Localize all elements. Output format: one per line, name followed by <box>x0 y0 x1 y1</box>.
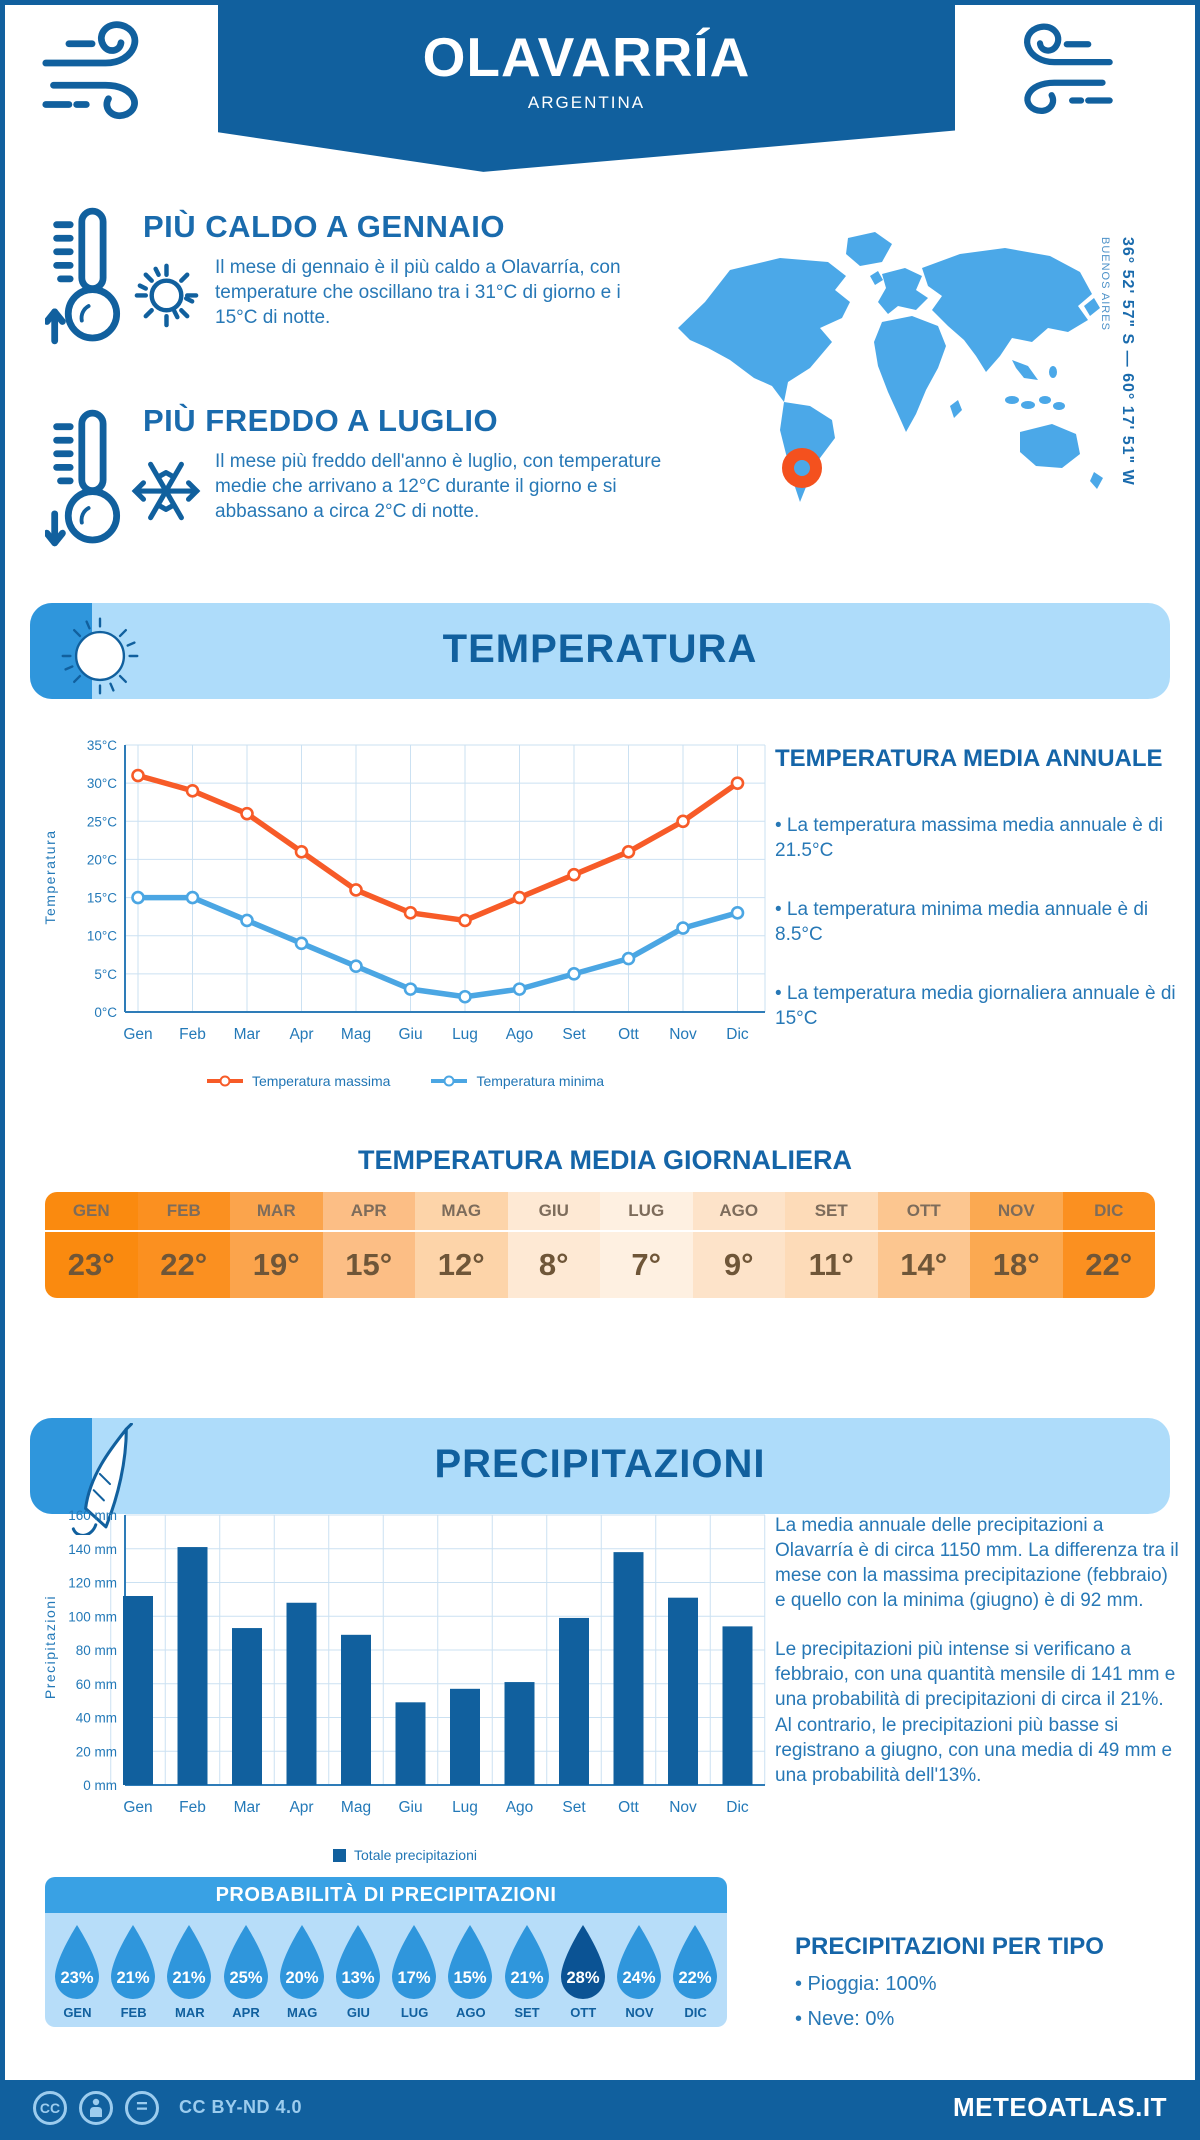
svg-text:25°C: 25°C <box>86 814 117 830</box>
svg-text:5°C: 5°C <box>94 966 117 982</box>
svg-text:Giu: Giu <box>398 1026 423 1043</box>
sun-banner-icon <box>57 613 143 704</box>
probability-drop <box>667 1913 724 2027</box>
site-label: METEOATLAS.IT <box>952 2092 1167 2122</box>
svg-text:20°C: 20°C <box>86 852 117 868</box>
svg-text:Mar: Mar <box>233 1026 261 1043</box>
svg-text:Precipitazioni: Precipitazioni <box>42 1594 58 1700</box>
svg-text:Giu: Giu <box>398 1799 423 1816</box>
svg-text:22%: 22% <box>678 1969 712 1987</box>
temp-value: 14° <box>900 1247 948 1282</box>
month-label: LUG <box>600 1192 693 1232</box>
drop-icon <box>220 1923 272 2001</box>
svg-text:Feb: Feb <box>179 1799 206 1816</box>
month-label: APR <box>323 1192 416 1232</box>
precip-types-bullets <box>795 1971 1175 2042</box>
drop-icon <box>51 1923 103 2001</box>
probability-drop <box>161 1913 218 2027</box>
temp-value: 23° <box>67 1247 115 1282</box>
bullet-item: • La temperatura massima media annuale è di 21.5°C <box>775 815 1163 862</box>
month-label: GIU <box>508 1192 601 1232</box>
temp-table-column <box>970 1192 1063 1298</box>
svg-text:20%: 20% <box>285 1969 319 1987</box>
temp-table-column <box>323 1192 416 1298</box>
probability-drop <box>555 1913 612 2027</box>
svg-text:21%: 21% <box>116 1969 150 1987</box>
annual-temp-bullets <box>775 813 1185 1065</box>
person-icon <box>79 2091 113 2125</box>
temperature-banner <box>30 603 1170 699</box>
svg-text:Mag: Mag <box>340 1026 372 1043</box>
svg-text:Dic: Dic <box>726 1799 749 1816</box>
month-label: LUG <box>400 2005 429 2020</box>
svg-text:25%: 25% <box>229 1969 263 1987</box>
svg-text:Feb: Feb <box>179 1026 206 1043</box>
svg-text:Lug: Lug <box>452 1026 478 1043</box>
probability-drop <box>49 1913 106 2027</box>
precipitation-title: PRECIPITAZIONI <box>434 1442 766 1486</box>
wind-icon <box>990 20 1115 137</box>
bullet-item: • La temperatura minima media annuale è di 8.5°C <box>775 899 1149 946</box>
temp-table-column <box>878 1192 971 1298</box>
svg-text:Nov: Nov <box>669 1026 697 1043</box>
temp-table-column <box>785 1192 878 1298</box>
month-label: NOV <box>625 2005 654 2020</box>
svg-text:15°C: 15°C <box>86 890 117 906</box>
region-label: BUENOS AIRES <box>1099 237 1111 331</box>
svg-text:160 mm: 160 mm <box>68 1508 117 1523</box>
month-label: SET <box>514 2005 540 2020</box>
svg-text:15%: 15% <box>453 1969 487 1987</box>
month-label: MAG <box>287 2005 318 2020</box>
temp-table-column <box>508 1192 601 1298</box>
month-label: GEN <box>63 2005 92 2020</box>
month-label: AGO <box>455 2005 486 2020</box>
legend-item: Totale precipitazioni <box>333 1847 477 1863</box>
precipitation-text <box>775 1513 1183 1812</box>
month-label: OTT <box>570 2005 597 2020</box>
month-label: DIC <box>684 2005 707 2020</box>
page-subtitle: ARGENTINA <box>527 93 646 112</box>
bullet-item: • Neve: 0% <box>795 2008 895 2031</box>
probability-drop <box>499 1913 556 2027</box>
svg-text:10°C: 10°C <box>86 928 117 944</box>
svg-text:Apr: Apr <box>289 1026 314 1043</box>
bar-chart-legend <box>35 1847 775 1863</box>
probability-panel <box>45 1877 727 2027</box>
svg-text:Gen: Gen <box>123 1799 153 1816</box>
temp-table-column <box>693 1192 786 1298</box>
probability-heading: PROBABILITÀ DI PRECIPITAZIONI <box>45 1877 727 1913</box>
svg-text:21%: 21% <box>510 1969 544 1987</box>
svg-text:Apr: Apr <box>289 1799 314 1816</box>
probability-drop <box>218 1913 275 2027</box>
temp-value: 12° <box>437 1247 485 1282</box>
month-label: DIC <box>1063 1192 1156 1232</box>
temp-table-column <box>1063 1192 1156 1298</box>
wind-icon <box>40 17 175 144</box>
paragraph: La media annuale delle precipitazioni a Olavarría è di circa 1150 mm. La differenza tra il mese con la massima precipitazione (febbraio) e quello con la minima (giugno) è di 92 mm. <box>775 1515 1179 1612</box>
line-chart-legend <box>35 1073 775 1089</box>
temp-value: 11° <box>808 1247 854 1282</box>
cc-icon: CC <box>33 2091 67 2125</box>
temp-value: 22° <box>1085 1247 1133 1282</box>
legend-swatch <box>430 1075 468 1087</box>
svg-text:Ott: Ott <box>618 1799 639 1816</box>
drop-icon <box>669 1923 721 2001</box>
temp-table-column <box>45 1192 138 1298</box>
annual-temp-heading: TEMPERATURA MEDIA ANNUALE <box>775 745 1163 772</box>
temp-value: 8° <box>538 1247 569 1282</box>
world-map <box>660 210 1110 525</box>
month-label: OTT <box>878 1192 971 1232</box>
svg-text:Set: Set <box>562 1026 586 1043</box>
temp-value: 22° <box>160 1247 208 1282</box>
svg-text:80 mm: 80 mm <box>75 1643 117 1658</box>
sun-icon <box>129 255 203 336</box>
svg-text:Lug: Lug <box>452 1799 478 1816</box>
svg-text:17%: 17% <box>397 1969 431 1987</box>
svg-text:40 mm: 40 mm <box>75 1710 117 1726</box>
month-label: FEB <box>138 1192 231 1232</box>
drop-icon <box>557 1923 609 2001</box>
temp-value: 9° <box>723 1247 754 1282</box>
probability-drops <box>45 1913 727 2027</box>
probability-drop <box>105 1913 162 2027</box>
month-label: MAR <box>230 1192 323 1232</box>
legend-swatch <box>206 1075 244 1087</box>
month-label: FEB <box>120 2005 147 2020</box>
probability-drop <box>442 1913 499 2027</box>
coordinates-label: 36° 52' 57" S — 60° 17' 51" W <box>1119 237 1136 486</box>
temp-value: 19° <box>252 1247 300 1282</box>
svg-text:0 mm: 0 mm <box>83 1778 117 1793</box>
drop-icon <box>613 1923 665 2001</box>
svg-text:23%: 23% <box>60 1969 94 1987</box>
temp-value: 18° <box>992 1247 1040 1282</box>
temp-table-column <box>600 1192 693 1298</box>
temp-value: 15° <box>345 1247 393 1282</box>
footer <box>5 2080 1195 2135</box>
svg-text:0°C: 0°C <box>94 1005 117 1020</box>
svg-text:24%: 24% <box>622 1969 656 1987</box>
month-label: AGO <box>693 1192 786 1232</box>
precipitation-bar-chart <box>35 1497 775 1837</box>
svg-text:Ott: Ott <box>618 1026 639 1043</box>
snowflake-icon <box>125 449 207 538</box>
coldest-text: Il mese più freddo dell'anno è luglio, con temperature medie che arrivano a 12°C durante il giorno e si abbassano a circa 2°C di notte. <box>215 451 662 523</box>
temp-table-column <box>415 1192 508 1298</box>
svg-text:21%: 21% <box>172 1969 206 1987</box>
legend-item: Temperatura minima <box>430 1073 604 1089</box>
svg-text:140 mm: 140 mm <box>68 1541 117 1557</box>
month-label: MAG <box>415 1192 508 1232</box>
legend-item: Temperatura massima <box>206 1073 391 1089</box>
daily-temp-heading: TEMPERATURA MEDIA GIORNALIERA <box>358 1145 852 1175</box>
svg-text:13%: 13% <box>341 1969 375 1987</box>
probability-drop <box>274 1913 331 2027</box>
month-label: APR <box>232 2005 260 2020</box>
month-label: GIU <box>346 2005 370 2020</box>
svg-text:Gen: Gen <box>123 1026 153 1043</box>
probability-drop <box>611 1913 668 2027</box>
drop-icon <box>388 1923 440 2001</box>
svg-text:120 mm: 120 mm <box>68 1575 117 1591</box>
svg-text:Ago: Ago <box>505 1799 534 1816</box>
temperature-line-chart <box>35 727 775 1057</box>
bullet-item: • Pioggia: 100% <box>795 1973 937 1995</box>
drop-icon <box>276 1923 328 2001</box>
svg-text:60 mm: 60 mm <box>75 1676 117 1692</box>
month-label: SET <box>785 1192 878 1232</box>
drop-icon <box>501 1923 553 2001</box>
precip-types-heading: PRECIPITAZIONI PER TIPO <box>795 1933 1104 1960</box>
svg-text:20 mm: 20 mm <box>75 1744 117 1760</box>
drop-icon <box>163 1923 215 2001</box>
temp-value: 7° <box>631 1247 662 1282</box>
svg-text:30°C: 30°C <box>86 776 117 792</box>
month-label: GEN <box>45 1192 138 1232</box>
paragraph: Le precipitazioni più intense si verificano a febbraio, con una quantità mensile di 141 mm e una probabilità di precipitazioni di circa il 21%. Al contrario, le precipitazioni più basse si registrano a giugno, con una media di 49 mm e una probabilità dell'13%. <box>775 1639 1176 1786</box>
svg-text:Dic: Dic <box>726 1026 749 1043</box>
daily-temp-table <box>45 1192 1155 1298</box>
thermometer-down-icon <box>45 403 137 558</box>
svg-text:Mag: Mag <box>340 1799 372 1816</box>
month-label: MAR <box>174 2005 205 2020</box>
svg-text:Ago: Ago <box>505 1026 534 1043</box>
drop-icon <box>332 1923 384 2001</box>
svg-text:100 mm: 100 mm <box>68 1609 117 1625</box>
warmest-text: Il mese di gennaio è il più caldo a Olavarría, con temperature che oscillano tra i 31°C di giorno e i 15°C di notte. <box>215 257 621 329</box>
svg-text:35°C: 35°C <box>86 738 117 753</box>
equals-icon: = <box>125 2091 159 2125</box>
bullet-item: • La temperatura media giornaliera annuale è di 15°C <box>775 983 1176 1030</box>
temp-table-column <box>138 1192 231 1298</box>
svg-text:Temperatura: Temperatura <box>42 829 58 925</box>
probability-drop <box>386 1913 443 2027</box>
month-label: NOV <box>970 1192 1063 1232</box>
coldest-heading: PIÙ FREDDO A LUGLIO <box>143 403 499 438</box>
drop-icon <box>444 1923 496 2001</box>
page-title: OLAVARRÍA <box>422 26 751 88</box>
thermometer-up-icon <box>45 201 137 356</box>
svg-text:Set: Set <box>562 1799 586 1816</box>
temperature-title: TEMPERATURA <box>442 627 758 671</box>
svg-text:Nov: Nov <box>669 1799 697 1816</box>
temp-table-column <box>230 1192 323 1298</box>
license-label: CC BY-ND 4.0 <box>179 2097 303 2117</box>
warmest-heading: PIÙ CALDO A GENNAIO <box>143 209 505 244</box>
probability-drop <box>330 1913 387 2027</box>
drop-icon <box>107 1923 159 2001</box>
svg-text:28%: 28% <box>566 1969 600 1987</box>
legend-swatch <box>333 1849 346 1862</box>
svg-text:Mar: Mar <box>233 1799 261 1816</box>
